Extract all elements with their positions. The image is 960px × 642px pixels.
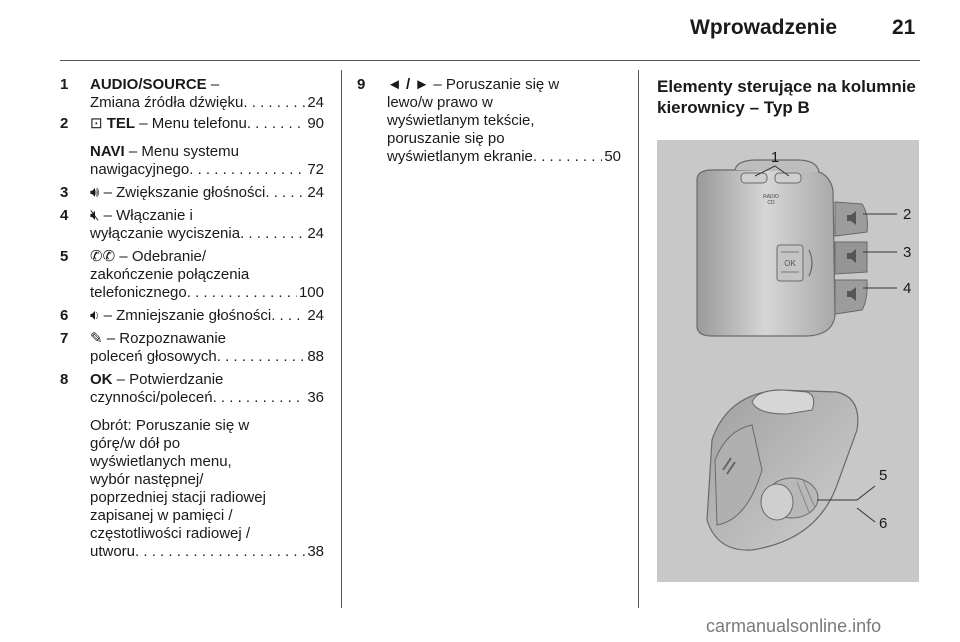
callout-label: 2 <box>903 206 912 223</box>
item-desc: Zmiana źródła dźwięku <box>90 94 244 111</box>
control-list-column-1 <box>60 76 324 561</box>
control-list-column-2 <box>357 76 621 166</box>
volume-down-icon: 🔉︎ <box>90 307 100 324</box>
mute-icon: 🔇︎ <box>90 207 100 224</box>
list-item <box>60 248 324 302</box>
call-answer-end-icon: ✆✆ <box>90 248 116 265</box>
item-number: 4 <box>60 207 69 224</box>
rotation-description <box>60 417 324 561</box>
item-desc: telefonicznego <box>90 284 187 301</box>
list-item <box>60 307 324 325</box>
item-label: TEL <box>106 115 136 132</box>
voice-recognition-icon: ✎ <box>90 330 103 347</box>
item-desc: wyświetlanym tekście, <box>387 112 535 129</box>
page-ref: 88 <box>307 348 324 365</box>
item-number: 7 <box>60 330 69 347</box>
item-desc: zakończenie połączenia <box>90 266 250 283</box>
list-item <box>60 330 324 366</box>
control-label: CD <box>767 200 775 206</box>
item-desc: – Menu systemu <box>124 143 239 160</box>
callout-label: 4 <box>903 280 912 297</box>
arrow-left-right-icon: ◄ / ► <box>387 76 430 93</box>
item-desc: – Menu telefonu <box>135 115 247 132</box>
page-ref: 50 <box>604 148 621 165</box>
rotation-line: zapisanej w pamięci / <box>90 507 233 524</box>
column-divider-2 <box>638 70 639 608</box>
page-ref: 100 <box>298 284 324 301</box>
list-item <box>60 184 324 202</box>
rotation-line: Obrót: Poruszanie się w <box>90 417 250 434</box>
item-label: OK <box>90 371 113 388</box>
list-item <box>60 207 324 243</box>
item-number: 1 <box>60 76 69 93</box>
page-ref: 90 <box>307 115 324 132</box>
list-item <box>60 371 324 407</box>
callout-6 <box>857 508 887 532</box>
item-desc: – Potwierdzanie <box>112 371 224 388</box>
page-ref: 24 <box>307 184 324 201</box>
item-number: 9 <box>357 76 366 93</box>
item-desc: – Zwiększanie głośności <box>99 184 266 201</box>
control-label: RADIO <box>763 194 779 200</box>
page-ref: 38 <box>307 543 324 560</box>
ok-label: OK <box>784 259 796 268</box>
page-ref: 24 <box>307 225 324 242</box>
rotation-line: utworu <box>90 543 136 560</box>
page-ref: 72 <box>307 161 324 178</box>
page-title: Wprowadzenie <box>690 16 838 39</box>
item-desc: – <box>206 76 220 93</box>
item-desc: czynności/poleceń <box>90 389 213 406</box>
rotation-line: częstotliwości radiowej / <box>90 525 251 542</box>
section-heading: Elementy sterujące na kolumnie kierownicy – Typ B <box>657 77 916 117</box>
list-item <box>60 143 324 179</box>
page-ref: 24 <box>307 307 324 324</box>
item-number: 5 <box>60 248 69 265</box>
control-side-view <box>707 390 858 550</box>
phone-icon: ⊡ <box>90 115 103 132</box>
item-desc: wyświetlanym ekranie <box>387 148 533 165</box>
rotation-line: wyświetlanych menu, <box>90 453 232 470</box>
volume-up-icon: 🔊︎ <box>90 184 100 201</box>
item-desc: – Poruszanie się w <box>429 76 560 93</box>
item-number: 6 <box>60 307 69 324</box>
item-desc: – Zmniejszanie głośności <box>99 307 272 324</box>
item-desc: lewo/w prawo w <box>387 94 493 111</box>
item-number: 3 <box>60 184 69 201</box>
callout-label: 6 <box>879 515 888 532</box>
steering-column-controls-figure <box>657 140 919 582</box>
page-ref: 24 <box>307 94 324 111</box>
callout-2 <box>863 206 911 223</box>
item-desc: poruszanie się po <box>387 130 505 147</box>
rotation-line: górę/w dół po <box>90 435 181 452</box>
header-rule <box>60 60 920 61</box>
rotation-line: wybór następnej/ <box>90 471 204 488</box>
callout-label: 1 <box>770 149 780 166</box>
item-label: AUDIO/SOURCE <box>90 76 207 93</box>
column-divider-1 <box>341 70 342 608</box>
callout-3 <box>863 244 911 261</box>
callout-4 <box>863 280 911 297</box>
callout-label: 3 <box>903 244 912 261</box>
controls-illustration <box>657 140 919 582</box>
rotation-line: poprzedniej stacji radiowej <box>90 489 266 506</box>
control-front-view <box>697 160 867 336</box>
list-item <box>357 76 621 166</box>
page-number: 21 <box>892 16 916 39</box>
item-desc: nawigacyjnego <box>90 161 190 178</box>
item-desc: – Rozpoznawanie <box>102 330 226 347</box>
item-desc: wyłączanie wyciszenia <box>90 225 241 242</box>
list-item <box>60 115 324 133</box>
item-label: NAVI <box>90 143 125 160</box>
callout-label: 5 <box>879 467 888 484</box>
list-item <box>60 76 324 112</box>
item-number: 8 <box>60 371 69 388</box>
watermark: carmanualsonline.info <box>706 616 882 636</box>
item-desc: – Włączanie i <box>99 207 193 224</box>
item-number: 2 <box>60 115 69 132</box>
item-desc: poleceń głosowych <box>90 348 217 365</box>
page-ref: 36 <box>307 389 324 406</box>
item-desc: – Odebranie/ <box>115 248 207 265</box>
